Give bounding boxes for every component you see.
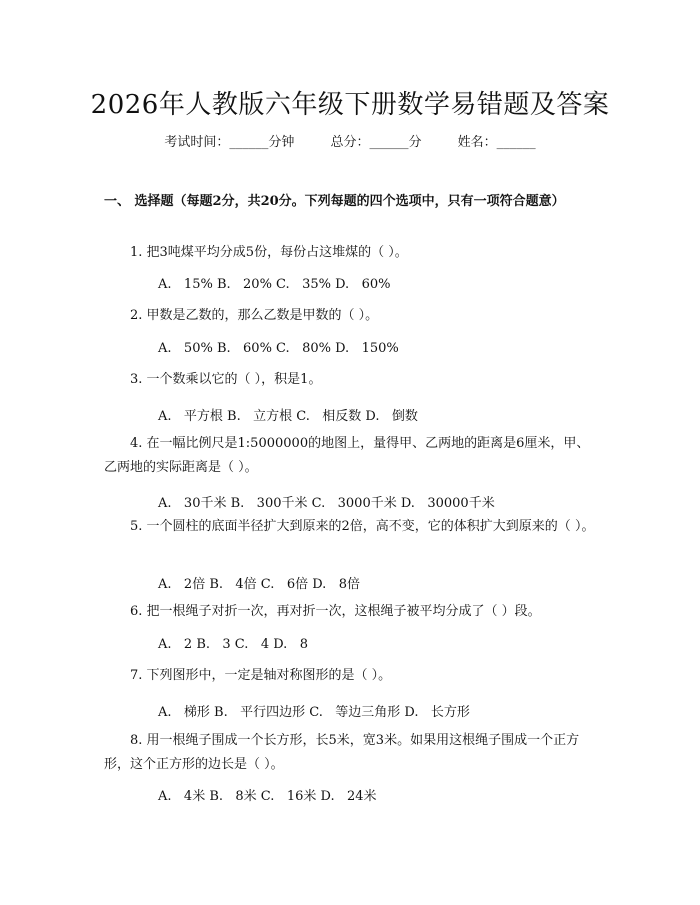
- question-3-stem: 3. 一个数乘以它的（ ），积是1。: [130, 372, 322, 387]
- question-8-stem: 8. 用一根绳子围成一个长方形，长5米，宽3米。如果用这根绳子围成一个正方形，这个正方形的边长是（ ）。: [104, 733, 580, 772]
- total-score-field: 总分：______分: [330, 135, 422, 150]
- question-2-options: A. 50% B. 60% C. 80% D. 150%: [158, 341, 399, 356]
- question-6-stem: 6. 把一根绳子对折一次，再对折一次，这根绳子被平均分成了（ ）段。: [130, 604, 541, 619]
- question-7-options: A. 梯形 B. 平行四边形 C. 等边三角形 D. 长方形: [158, 705, 470, 720]
- student-name-field: 姓名：______: [457, 135, 536, 150]
- exam-time-field: 考试时间：______分钟: [164, 135, 295, 150]
- question-1-stem: 1. 把3吨煤平均分成5份，每份占这堆煤的（ ）。: [130, 245, 408, 260]
- section-heading: 一、 选择题（每题2分，共20分。下列每题的四个选项中，只有一项符合题意）: [104, 194, 565, 209]
- exam-info-line: [0, 131, 700, 150]
- question-4-options: A. 30千米 B. 300千米 C. 3000千米 D. 30000千米: [158, 496, 495, 511]
- question-6-options: A. 2 B. 3 C. 4 D. 8: [158, 637, 308, 652]
- question-4-stem: 4. 在一幅比例尺是1:5000000的地图上，量得甲、乙两地的距离是6厘米，甲、乙两地的实际距离是（ ）。: [104, 436, 590, 475]
- question-5-stem: 5. 一个圆柱的底面半径扩大到原来的2倍，高不变，它的体积扩大到原来的（ ）。: [130, 519, 595, 534]
- question-7-stem: 7. 下列图形中，一定是轴对称图形的是（ ）。: [130, 668, 392, 683]
- question-2-stem: 2. 甲数是乙数的，那么乙数是甲数的（ ）。: [130, 308, 379, 323]
- question-3-options: A. 平方根 B. 立方根 C. 相反数 D. 倒数: [158, 409, 418, 424]
- question-5-options: A. 2倍 B. 4倍 C. 6倍 D. 8倍: [158, 577, 360, 592]
- page-title: 2026年人教版六年级下册数学易错题及答案: [90, 90, 610, 120]
- question-8-options: A. 4米 B. 8米 C. 16米 D. 24米: [158, 789, 377, 804]
- question-1-options: A. 15% B. 20% C. 35% D. 60%: [158, 277, 391, 292]
